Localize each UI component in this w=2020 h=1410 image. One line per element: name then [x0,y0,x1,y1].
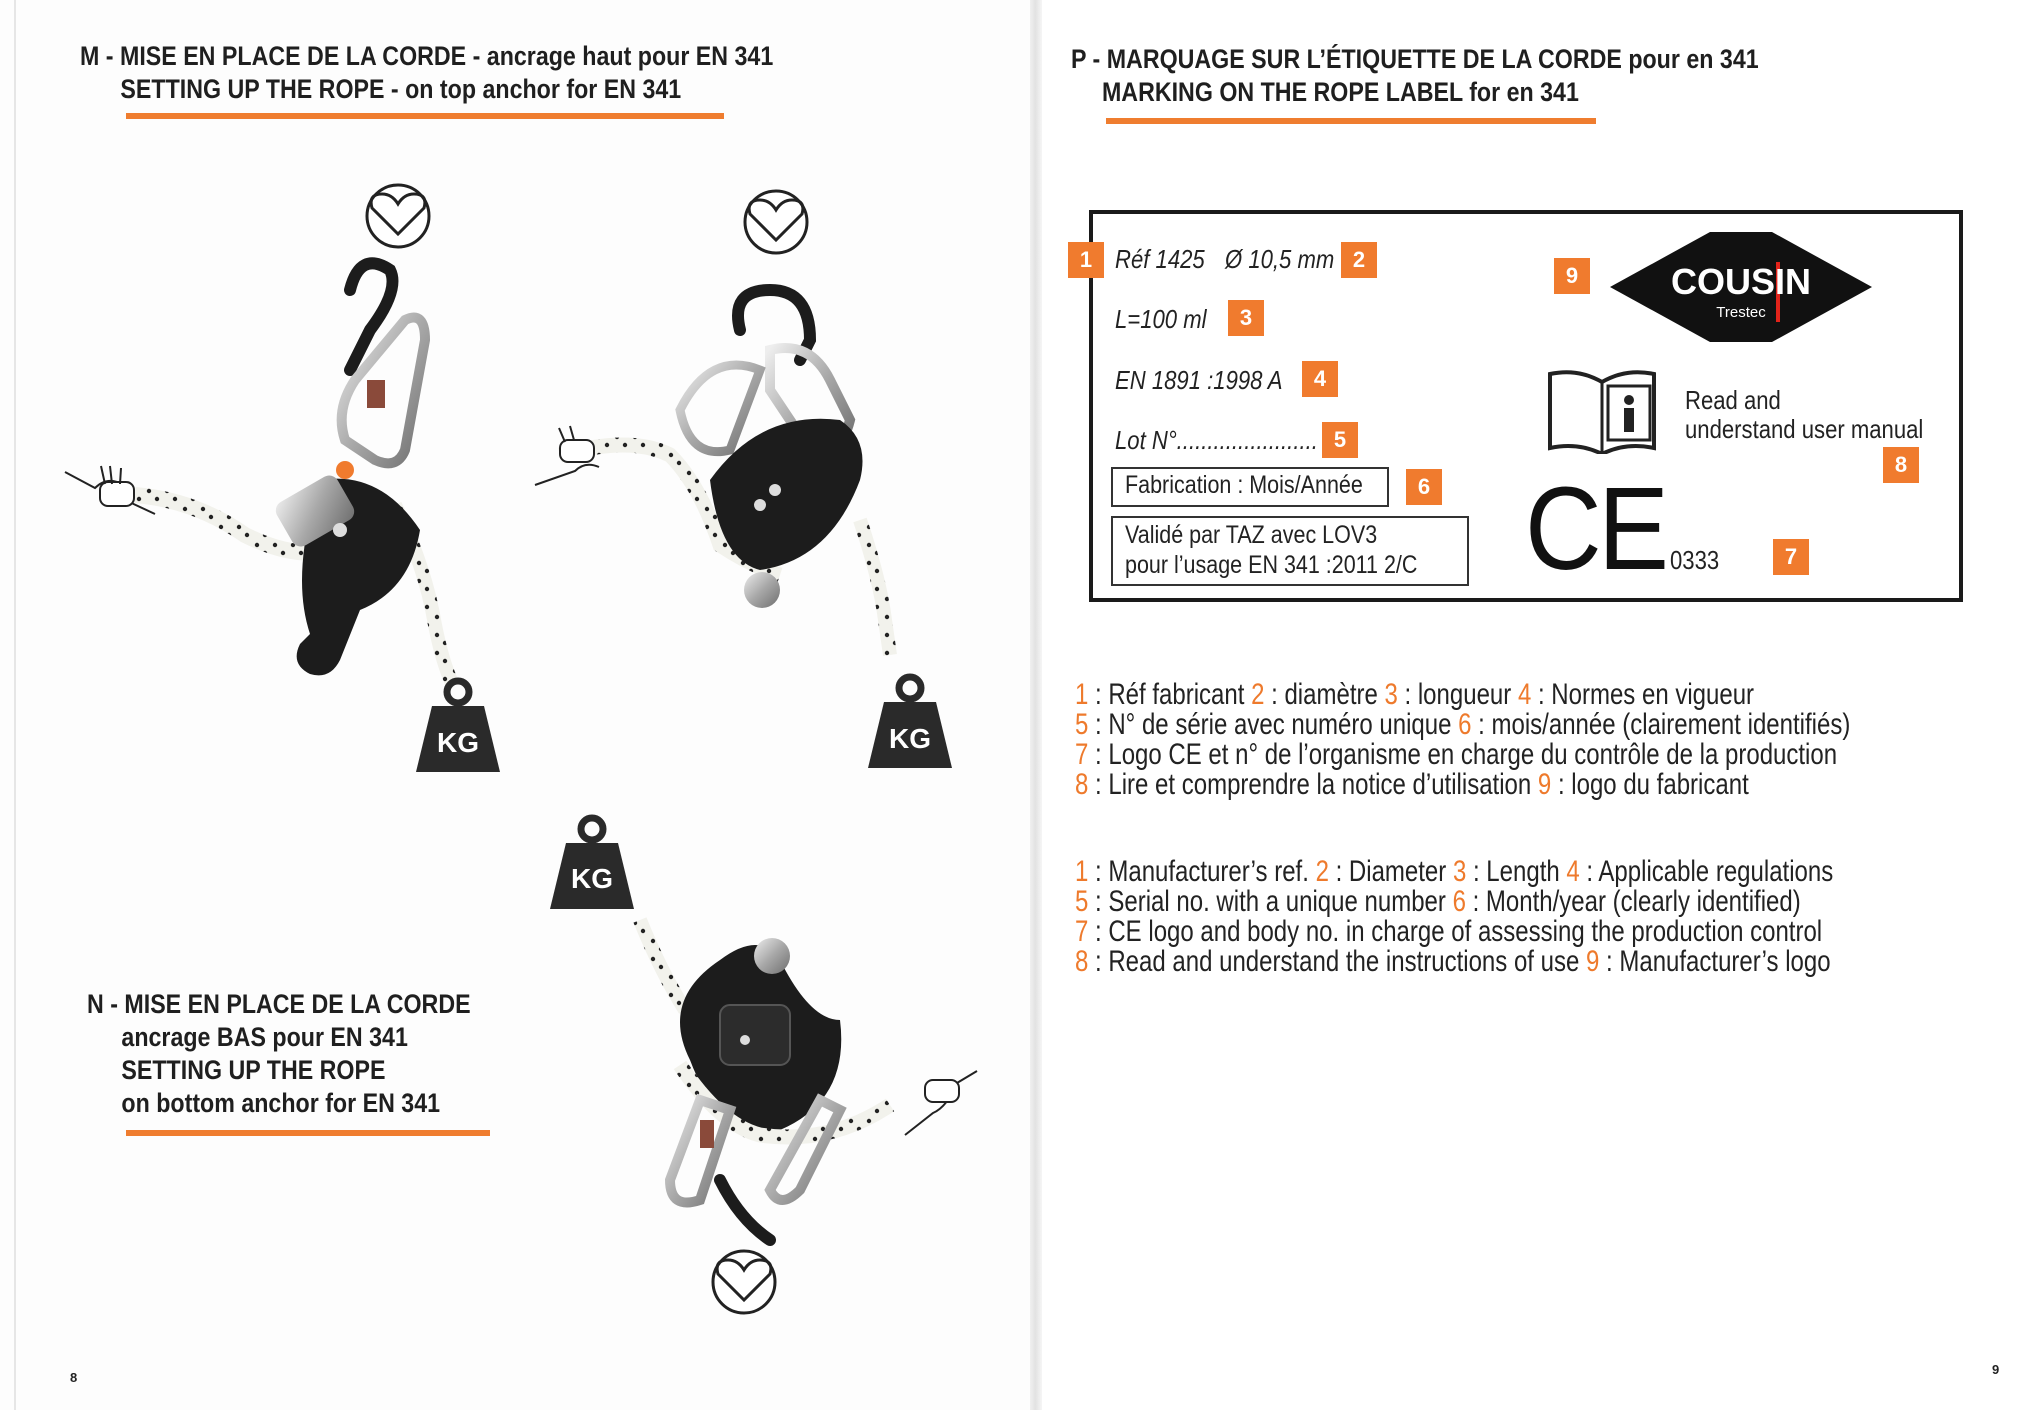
weight-label: KG [437,727,479,758]
legend-number: 5 [1075,885,1089,918]
badge-7: 7 [1773,539,1809,575]
manual-text-line1: Read and [1685,385,1781,415]
label-validation [1111,516,1469,586]
anchor-icon [745,191,807,253]
ce-number: 0333 [1670,545,1720,575]
label-diameter: Ø 10,5 mm [1225,244,1335,274]
legend-number: 2 [1251,678,1265,711]
label-validation-line1: Validé par TAZ avec LOV3 [1125,521,1378,549]
legend-number: 1 [1075,855,1089,888]
sling [720,1180,770,1240]
legend-number: 6 [1458,708,1472,741]
section-n-line3: SETTING UP THE ROPE [121,1055,386,1085]
section-p-heading [1071,43,1759,109]
legend-number: 6 [1452,885,1466,918]
badge-1: 1 [1068,242,1104,278]
legend-line [1075,887,1801,917]
legend-number: 7 [1075,915,1089,948]
page-number-left: 8 [70,1370,78,1385]
rope-tail [860,520,890,655]
hand-icon [905,1071,977,1135]
badge-5: 5 [1322,422,1358,458]
legend-number: 8 [1075,768,1089,801]
legend-text: : Logo CE et n° de l’organisme en charge du contrôle de la production [1088,738,1838,771]
legend-line [1075,947,1831,977]
legend-text: : Length [1466,855,1567,888]
label-fabrication-text: Fabrication : Mois/Année [1125,471,1363,499]
badge-4: 4 [1302,361,1338,397]
section-p-title-en: MARKING ON THE ROPE LABEL for en 341 [1101,77,1579,107]
brand-name: COUSIN [1670,261,1812,302]
legend-text: : N° de série avec numéro unique [1088,708,1459,741]
weight-label: KG [889,723,931,754]
section-m-title-en: SETTING UP THE ROPE - on top anchor for EN 341 [120,74,682,104]
legend-text: : mois/année (clairement identifiés) [1471,708,1851,741]
section-n-line1: N - MISE EN PLACE DE LA CORDE [87,989,471,1019]
device-plate [720,1005,790,1065]
badge-9: 9 [1554,258,1590,294]
legend-number: 4 [1517,678,1532,711]
label-fabrication [1111,467,1389,507]
label-validation-line2: pour l’usage EN 341 :2011 2/C [1125,551,1418,579]
legend-number: 9 [1537,768,1552,801]
badge-6: 6 [1406,469,1442,505]
legend-text: : Read and understand the instructions of use [1088,945,1586,978]
legend-line [1075,740,1837,770]
badge-3: 3 [1228,300,1264,336]
legend-text: : Month/year (clearly identified) [1465,885,1801,918]
legend-number: 8 [1075,945,1089,978]
section-p-title-fr: P - MARQUAGE SUR L’ÉTIQUETTE DE LA CORDE pour en 341 [1071,44,1759,74]
legend-number: 3 [1452,855,1467,888]
label-lot: Lot N°....................... [1115,425,1318,455]
carabiner-lock [367,380,385,408]
legend-number: 2 [1315,855,1329,888]
legend-line [1075,680,1754,710]
legend-line [1075,917,1822,947]
legend-text: : logo du fabricant [1551,768,1749,801]
label-length: L=100 ml [1115,304,1207,334]
page-number-right: 9 [1992,1362,2000,1377]
section-n-line2: ancrage BAS pour EN 341 [121,1022,408,1052]
weight-label: KG [571,863,613,894]
brand-sub: Trestec [1716,304,1766,321]
anchor-icon [367,185,429,247]
legend-number: 3 [1384,678,1398,711]
badge-8: 8 [1883,447,1919,483]
manual-text-line2: understand user manual [1685,414,1924,444]
hand-icon [535,426,599,485]
anchor-icon [713,1251,775,1313]
section-m-title-fr: M - MISE EN PLACE DE LA CORDE - ancrage haut pour EN 341 [80,41,774,71]
badge-2: 2 [1341,242,1377,278]
carabiner-lock [700,1120,714,1148]
label-standard: EN 1891 :1998 A [1115,365,1283,395]
label-ref: Réf 1425 [1115,244,1205,274]
legend-number: 1 [1075,678,1089,711]
legend-text: : Réf fabricant [1088,678,1252,711]
legend-text: : Manufacturer’s ref. [1088,855,1316,888]
legend-number: 4 [1566,855,1580,888]
legend-text: : Manufacturer’s logo [1599,945,1831,978]
legend-number: 7 [1075,738,1089,771]
legend-line [1075,857,1833,887]
legend-line [1075,710,1850,740]
legend-text: : Serial no. with a unique number [1088,885,1453,918]
legend-number: 5 [1075,708,1089,741]
rope-tail [640,920,685,1010]
legend-line [1075,770,1749,800]
user-manual-icon [1546,368,1658,454]
legend-text: : Diameter [1328,855,1453,888]
legend-text: : Applicable regulations [1579,855,1834,888]
cousin-logo [1610,232,1872,342]
legend-text: : CE logo and body no. in charge of assessing the production control [1088,915,1823,948]
ce-mark: CE [1525,463,1666,595]
legend-text: : Normes en vigueur [1531,678,1755,711]
legend-text: : longueur [1397,678,1518,711]
legend-text: : diamètre [1264,678,1385,711]
section-n-line4: on bottom anchor for EN 341 [121,1088,441,1118]
section-p-underline [1106,118,1596,124]
carabiner [680,365,760,452]
legend-number: 9 [1586,945,1600,978]
legend-text: : Lire et comprendre la notice d’utilisation [1088,768,1538,801]
